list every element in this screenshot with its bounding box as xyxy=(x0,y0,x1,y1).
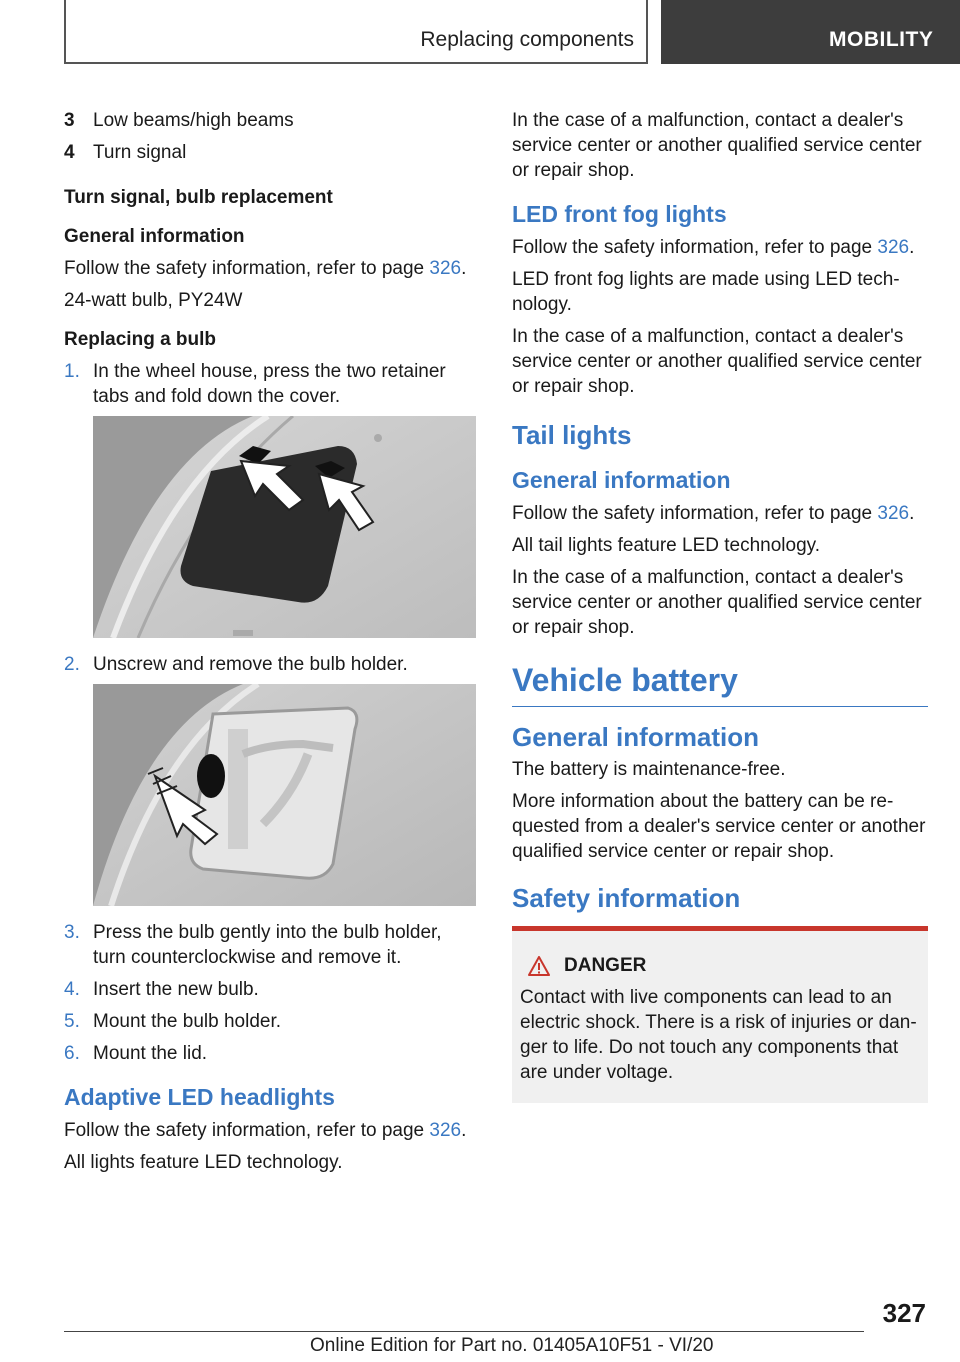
safety-reference: Follow the safety information, refer to page 326. xyxy=(64,258,467,279)
tail-lights-heading: Tail lights xyxy=(512,420,632,450)
page-link[interactable]: 326 xyxy=(877,503,910,524)
page-link[interactable]: 326 xyxy=(429,258,462,279)
safety-reference: Follow the safety information, refer to page 326. xyxy=(512,503,915,524)
steps-list xyxy=(64,920,476,1066)
page-number: 327 xyxy=(882,1298,926,1328)
fog-lights-heading: LED front fog lights xyxy=(512,201,727,227)
fog-malfunction-text: In the case of a malfunction, contact a dealer's service center or another qualified service center or repair shop. xyxy=(512,326,922,397)
safety-info-heading: Safety information xyxy=(512,883,741,913)
replacing-bulb-heading: Replacing a bulb xyxy=(64,329,217,350)
danger-title: DANGER xyxy=(528,955,920,977)
legend-item: 4 Turn signal xyxy=(64,142,187,163)
step-item: 5. Mount the bulb holder. xyxy=(64,1011,282,1032)
step-item: 1. In the wheel house, press the two retainer tabs and fold down the cover. xyxy=(64,361,446,407)
danger-box xyxy=(512,926,928,1103)
bulb-spec: 24-watt bulb, PY24W xyxy=(64,290,243,311)
battery-general-heading: General information xyxy=(512,722,760,752)
header-chapter-tab xyxy=(661,0,960,64)
steps-list xyxy=(64,652,476,677)
step-item: 3. Press the bulb gently into the bulb holder, turn counterclockwise and remove it. xyxy=(64,922,442,968)
tail-malfunction-text: In the case of a malfunction, contact a dealer's service center or another qualified service center or repair shop. xyxy=(512,567,922,638)
battery-more-info: More information about the battery can be requested from a dealer's service center or another qualified service center or repair shop. xyxy=(512,791,926,862)
wheel-house-cover-photo xyxy=(93,416,476,638)
footer-divider xyxy=(64,1331,864,1332)
page-link[interactable]: 326 xyxy=(877,237,910,258)
tail-general-heading: General information xyxy=(512,467,731,493)
malfunction-text: In the case of a malfunction, contact a dealer's service center or another qualified service center or repair shop. xyxy=(512,110,922,181)
steps-list xyxy=(64,359,476,409)
header-section-title: Replacing components xyxy=(420,28,634,51)
step-item: 6. Mount the lid. xyxy=(64,1043,208,1064)
danger-text: Contact with live components can lead to an electric shock. There is a risk of injuries or danger to life. Do not touch any components that are under voltage. xyxy=(520,987,917,1083)
fog-text: LED front fog lights are made using LED technology. xyxy=(512,269,900,315)
general-info-heading: General information xyxy=(64,226,245,247)
warning-triangle-icon xyxy=(528,956,550,976)
header-chapter-label: MOBILITY xyxy=(829,28,934,51)
bulb-holder-photo xyxy=(93,684,476,906)
step-item: 2. Unscrew and remove the bulb holder. xyxy=(64,654,408,675)
left-column xyxy=(64,108,476,1182)
adaptive-text: All lights feature LED technology. xyxy=(64,1152,343,1173)
legend-item: 3 Low beams/high beams xyxy=(64,110,294,131)
tail-text: All tail lights feature LED technology. xyxy=(512,535,821,556)
safety-reference: Follow the safety information, refer to page 326. xyxy=(512,237,915,258)
vehicle-battery-heading: Vehicle battery xyxy=(512,660,928,707)
safety-reference: Follow the safety information, refer to page 326. xyxy=(64,1120,467,1141)
adaptive-headlights-heading: Adaptive LED headlights xyxy=(64,1084,335,1110)
footer-edition: Online Edition for Part no. 01405A10F51 - VI/20 xyxy=(310,1335,714,1356)
page-link[interactable]: 326 xyxy=(429,1120,462,1141)
turn-signal-heading: Turn signal, bulb replacement xyxy=(64,187,333,208)
step-item: 4. Insert the new bulb. xyxy=(64,979,259,1000)
battery-text: The battery is maintenance-free. xyxy=(512,759,786,780)
header-section-box xyxy=(64,0,648,64)
right-column xyxy=(512,108,928,1103)
